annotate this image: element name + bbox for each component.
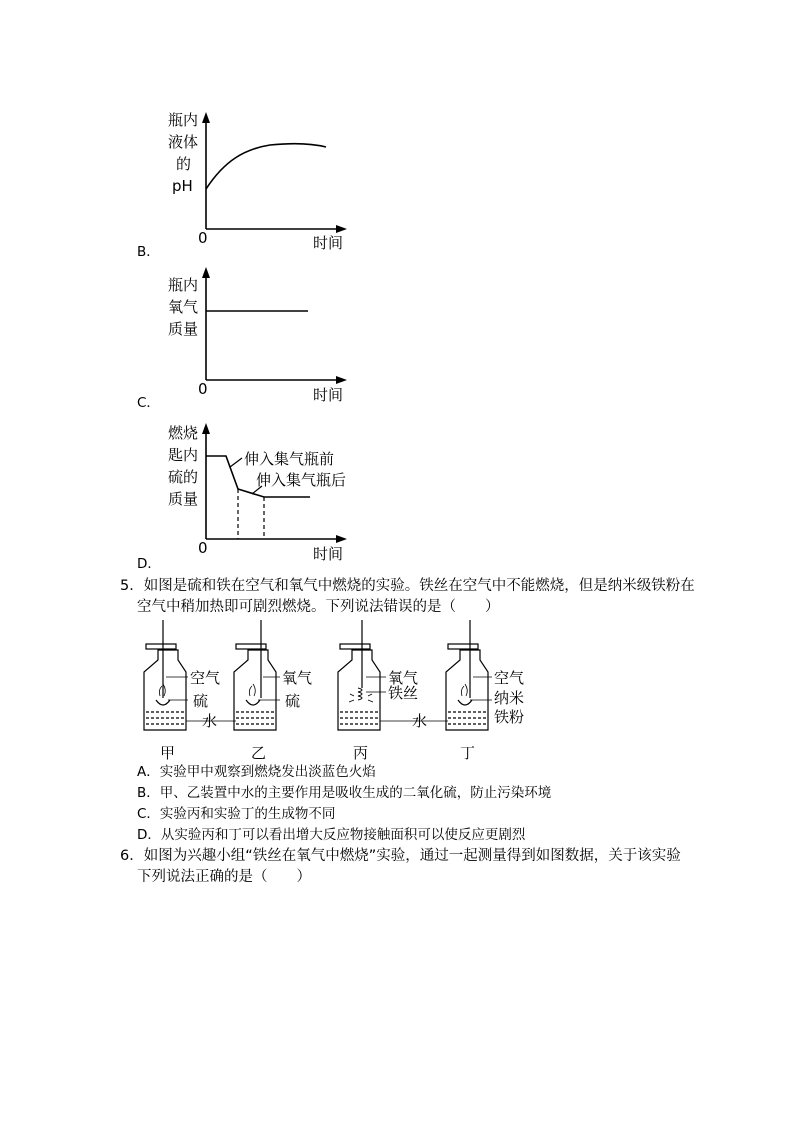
question-5-line-2: 空气中稍加热即可剧烈燃烧。下列说法错误的是（ ）	[137, 599, 500, 615]
graph-b-ylabel-2: 液体	[168, 133, 199, 151]
jar-jia-substance: 硫	[193, 692, 209, 710]
jar-bing-caption: 丙	[353, 744, 369, 762]
question-6-line-2: 下列说法正确的是（ ）	[137, 869, 311, 885]
graph-c-y-arrow	[202, 267, 210, 278]
jar-yi	[234, 620, 280, 730]
graph-c-axes	[206, 274, 340, 380]
graph-d-origin: 0	[198, 539, 208, 557]
graph-d-annotation-1: 伸入集气瓶前	[244, 450, 335, 468]
graph-b-ylabel-4: pH	[172, 177, 193, 195]
graph-b-y-arrow	[202, 112, 210, 123]
jar-ding	[446, 620, 492, 730]
graph-c-ylabel-2: 氧气	[168, 298, 199, 316]
graph-d-pointer-1	[230, 458, 242, 467]
graph-b	[150, 105, 360, 255]
jar-bing	[338, 620, 386, 730]
graph-b-axes	[206, 119, 340, 229]
graph-b-option: B．	[137, 244, 160, 260]
graph-c-ylabel-1: 瓶内	[168, 276, 199, 294]
question-5-option-a: A．实验甲中观察到燃烧发出淡蓝色火焰	[137, 764, 376, 780]
graph-c-xlabel: 时间	[313, 386, 344, 404]
question-5-line-1: 5．如图是硫和铁在空气和氧气中燃烧的实验。铁丝在空气中不能燃烧，但是纳米级铁粉在	[120, 578, 695, 594]
jar-bing-gas: 氧气	[388, 669, 419, 687]
graph-b-x-arrow	[336, 225, 347, 233]
graph-c-origin: 0	[198, 380, 208, 398]
water-label-2: 水	[412, 712, 428, 730]
graph-d-ylabel-4: 质量	[168, 490, 199, 508]
jar-jia	[144, 620, 188, 730]
graph-b-ylabel-1: 瓶内	[168, 111, 199, 129]
graph-d-ylabel-1: 燃烧	[168, 424, 199, 442]
question-6-line-1: 6．如图为兴趣小组“铁丝在氧气中燃烧”实验，通过一起测量得到如图数据，关于该实验	[120, 848, 681, 864]
graph-d	[150, 418, 380, 566]
graph-b-curve	[206, 144, 326, 189]
jar-bing-substance: 铁丝	[388, 684, 419, 702]
graph-b-origin: 0	[198, 229, 208, 247]
question-5-option-c: C．实验丙和实验丁的生成物不同	[137, 806, 336, 822]
graph-d-ylabel-3: 硫的	[168, 468, 199, 486]
graph-c-ylabel-3: 质量	[168, 320, 199, 338]
water-label-1: 水	[202, 712, 218, 730]
jar-ding-gas: 空气	[494, 669, 525, 687]
graph-d-y-arrow	[202, 423, 210, 434]
graph-d-annotation-2: 伸入集气瓶后	[256, 471, 347, 489]
graph-c-x-arrow	[336, 376, 347, 384]
question-5-option-b: B．甲、乙装置中水的主要作用是吸收生成的二氧化硫，防止污染环境	[137, 785, 552, 801]
jar-yi-gas: 氧气	[282, 669, 313, 687]
graph-c-option: C．	[137, 395, 160, 411]
graph-b-xlabel: 时间	[313, 234, 344, 252]
jar-jia-caption: 甲	[160, 744, 176, 762]
graph-d-option: D．	[137, 556, 161, 572]
jar-yi-substance: 硫	[285, 692, 301, 710]
graph-d-xlabel: 时间	[313, 545, 344, 563]
graph-d-ylabel-2: 匙内	[168, 446, 199, 464]
jar-ding-caption: 丁	[460, 744, 476, 762]
graph-c	[150, 262, 360, 407]
jar-ding-substance-1: 纳米	[494, 689, 525, 707]
jar-jia-gas: 空气	[190, 669, 221, 687]
graph-b-ylabel-3: 的	[176, 155, 192, 173]
question-5-option-d: D．从实验丙和丁可以看出增大反应物接触面积可以使反应更剧烈	[137, 827, 526, 843]
graph-d-x-arrow	[336, 535, 347, 543]
jar-yi-caption: 乙	[251, 744, 267, 762]
jar-ding-substance-2: 铁粉	[494, 708, 525, 726]
q5-apparatus-figure	[130, 620, 550, 765]
